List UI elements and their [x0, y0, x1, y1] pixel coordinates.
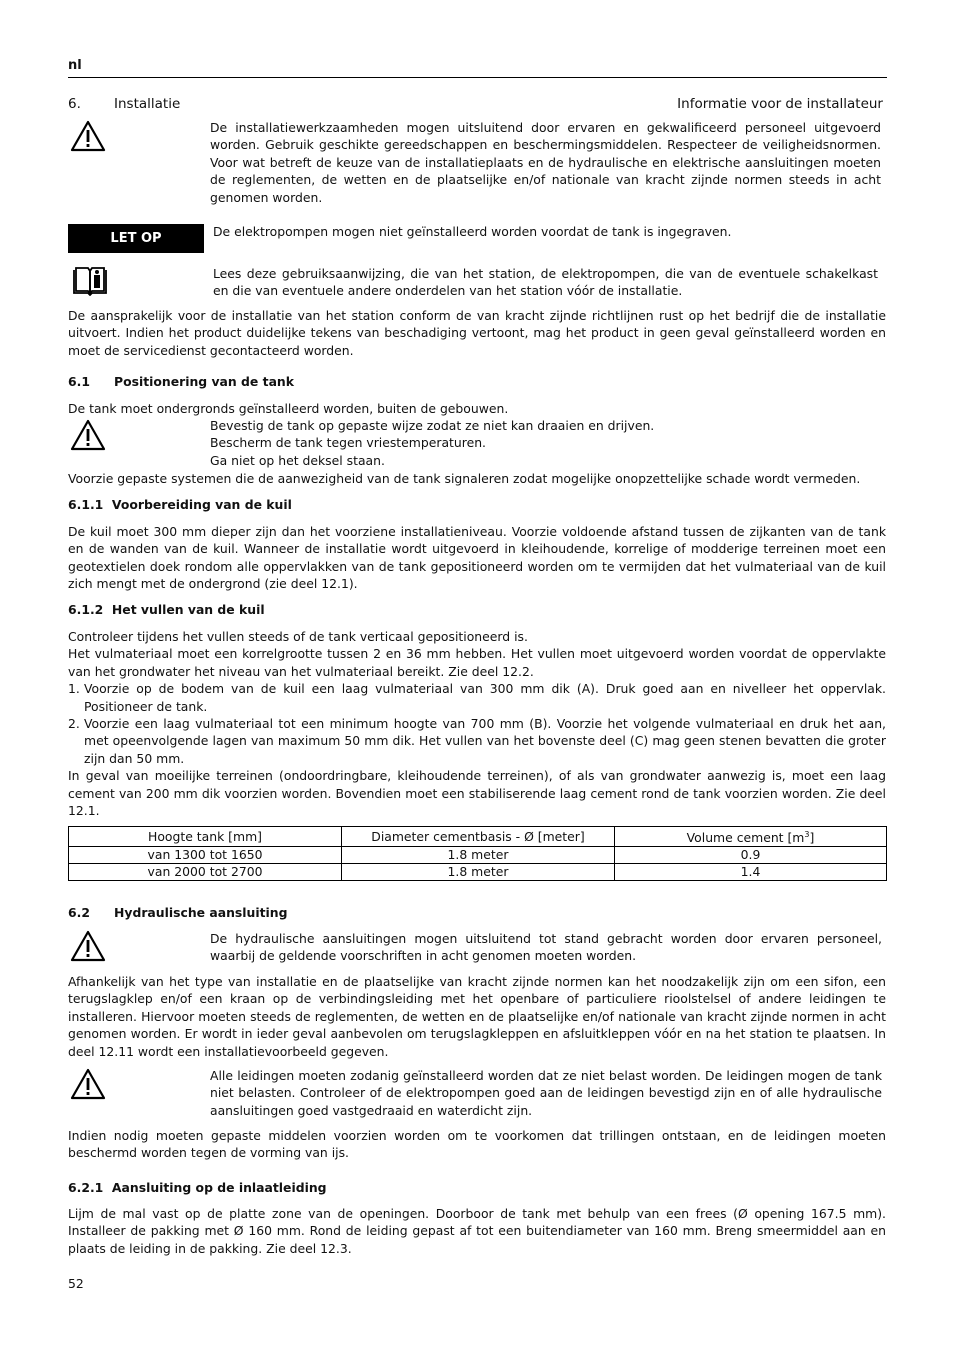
page-number: 52 — [68, 1276, 84, 1291]
pit-filling-steps — [68, 680, 886, 767]
subsection-number: 6.2 — [68, 905, 90, 920]
table-row — [69, 864, 887, 881]
table-header: Volume cement $[m^3]$ — [615, 827, 887, 847]
subsection-heading-6-2-1 — [68, 1180, 327, 1195]
tank-warning-line: Ga niet op het deksel staan. — [210, 452, 385, 468]
subsection-heading-6-1-1 — [68, 497, 292, 512]
subsection-title: Voorbereiding van de kuil — [111, 497, 292, 512]
subsection-number: 6.1.1 — [68, 497, 104, 512]
responsibility-text: De aansprakelijk voor de installatie van het station conform de van kracht zijnde richtlijnen rust op het bedrijf die de installatie uitvoert. Indien het product duidelijke tekens van beschadiging vertoont, mag het product in geen geval geïnstalleerd worden en moet de servicedienst gecontacteerd worden. — [68, 308, 886, 358]
pit-filling-text: Controleer tijdens het vullen steeds of de tank verticaal gepositioneerd is. — [68, 629, 528, 644]
language-code: nl — [68, 58, 82, 73]
warning-icon — [70, 1068, 106, 1100]
tank-warning-line: Bevestig de tank op gepaste wijze zodat ze niet kan draaien en drijven. — [210, 418, 655, 433]
tank-position-text: De tank moet ondergronds geïnstalleerd worden, buiten de gebouwen. — [68, 401, 509, 416]
tank-signal-text: Voorzie gepaste systemen die de aanwezigheid van de tank signaleren zodat mogelijke onopzettelijke schade wordt vermeden. — [68, 471, 861, 486]
hydraulic-warning-text: De hydraulische aansluitingen mogen uitsluitend tot stand gebracht worden door ervaren personeel, waarbij de geldende voorschriften in acht genomen moeten worden. — [210, 931, 882, 964]
list-text: Voorzie een laag vulmateriaal tot een minimum hoogte van 700 mm (B). Voorzie het volgende vulmateriaal en druk het aan, met opeenvolgende lagen van maximum 50 mm dik. Het vullen van het bovenste deel (C) mag geen stenen bevatten die groter zijn dan 50 mm. — [84, 716, 886, 766]
list-text: Voorzie op de bodem van de kuil een laag vulmateriaal van 300 mm dik (A). Druk goed aan en nivelleer het oppervlak. Positioneer de tank. — [84, 681, 886, 714]
table-cell: van 1300 tot 1650 — [69, 847, 342, 864]
table-header-row — [69, 827, 887, 847]
list-number: 1. — [68, 681, 80, 697]
hydraulic-text: Afhankelijk van het type van installatie en de plaatselijke van kracht zijnde normen kan het noodzakelijk zijn om een sifon, een terugslagklep en/of een kraan op de verbindingsleiding met het openbare of particuliere rioolstelsel of andere leidingen te installeren. Hiervoor moeten steeds de reglementen, de wetten en de plaatselijke en/of nationale van kracht zijnde normen in acht genomen worden. Er wordt in ieder geval aanbevolen om terugslagkleppen en afsluitkleppen vóór en na het station te plaatsen. In deel 12.11 wordt een installatievoorbeeld gegeven. — [68, 974, 886, 1059]
tank-warning-list — [210, 417, 880, 469]
subsection-title: Aansluiting op de inlaatleiding — [111, 1180, 327, 1195]
list-item — [68, 680, 886, 715]
table-header: Diameter cementbasis - Ø [meter] — [342, 827, 615, 847]
installation-warning-text: De installatiewerkzaamheden mogen uitsluitend door ervaren en gekwalificeerd personeel uitgevoerd worden. Gebruik geschikte gereedschappen en beschermingsmiddelen. Respecteer de veiligheidsnormen. Voor wat betreft de keuze van de installatieplaats en de hydraulische en elektrische aansluitingen moeten de reglementen, de wetten en de plaatselijke en/of nationale van kracht zijnde normen steeds in acht genomen worden. — [210, 120, 881, 205]
subsection-title: Het vullen van de kuil — [111, 602, 265, 617]
table-cell: 1.4 — [615, 864, 887, 881]
subsection-title: Hydraulische aansluiting — [114, 905, 288, 920]
table-cell: 1.8 meter — [342, 864, 615, 881]
piping-warning-text: Alle leidingen moeten zodanig geïnstalleerd worden dat ze niet belast worden. De leidingen mogen de tank niet belasten. Controleer of de elektropompen goed aan de leidingen bevestigd zijn en of alle hydraulische aansluitingen goed vastgedraaid en waterdicht zijn. — [210, 1068, 882, 1118]
vibration-text: Indien nodig moeten gepaste middelen voorzien worden om te voorkomen dat trillingen ontstaan, en de leidingen moeten beschermd worden tegen de vorming van ijs. — [68, 1128, 886, 1161]
section-title: Installatie — [114, 96, 181, 112]
table-cell: 1.8 meter — [342, 847, 615, 864]
table-cell: van 2000 tot 2700 — [69, 864, 342, 881]
inlet-connection-text: Lijm de mal vast op de platte zone van de openingen. Doorboor de tank met behulp van een frees (Ø opening 167.5 mm). Installeer de pakking met Ø 160 mm. Rond de leiding gepast af tot een buitendiameter van 160 mm. Breng smeermiddel aan en plaats de leiding in de pakking. Zie deel 12.3. — [68, 1206, 886, 1256]
table-cell: 0.9 — [615, 847, 887, 864]
subsection-title: Positionering van de tank — [114, 374, 294, 389]
subsection-heading-6-1-2 — [68, 602, 265, 617]
pit-filling-text: In geval van moeilijke terreinen (ondoordringbare, kleihoudende terreinen), of als van grondwater aanwezig is, moet een laag cement van 200 mm dik voorzien worden. Bovendien moet een stabiliserende laag cement rond de tank voorzien worden. Zie deel 12.1. — [68, 768, 886, 819]
pit-filling-block — [68, 628, 886, 819]
list-item — [68, 715, 886, 767]
section-number: 6. — [68, 96, 81, 112]
warning-icon — [70, 419, 106, 451]
section-audience: Informatie voor de installateur — [677, 96, 883, 112]
tank-warning-line: Bescherm de tank tegen vriestemperaturen. — [210, 435, 486, 451]
read-manual-text: Lees deze gebruiksaanwijzing, die van het station, de elektropompen, die van de eventuele schakelkast en die van eventuele andere onderdelen van het station vóór de installatie. — [213, 266, 878, 299]
subsection-heading-6-2 — [68, 905, 287, 920]
caution-label: LET OP — [68, 224, 204, 253]
list-number: 2. — [68, 716, 80, 732]
cement-table — [68, 826, 887, 881]
pit-filling-text: Het vulmateriaal moet een korrelgrootte tussen 2 en 36 mm hebben. Het vullen moet uitgevoerd worden voordat de oppervlakte van het grondwater het niveau van het vulmateriaal bereikt. Zie deel 12.2. — [68, 646, 886, 679]
subsection-heading-6-1 — [68, 374, 294, 389]
manual-icon — [72, 266, 108, 296]
header-rule — [68, 77, 887, 78]
table-header: Hoogte tank [mm] — [69, 827, 342, 847]
pit-preparation-text: De kuil moet 300 mm dieper zijn dan het voorziene installatieniveau. Voorzie voldoende afstand tussen de zijkanten van de tank en de wanden van de kuil. Wanneer de installatie wordt uitgevoerd in kleihoudende, korrelige of modderige terreinen moet een geotextielen doek rondom alle oppervlakken van de tank gepositioneerd worden om te vermijden dat het vulmateriaal van de kuil zich mengt met de ondergrond (zie deel 12.1). — [68, 524, 886, 592]
subsection-number: 6.1 — [68, 374, 90, 389]
subsection-number: 6.2.1 — [68, 1180, 104, 1195]
subsection-number: 6.1.2 — [68, 602, 104, 617]
warning-icon — [70, 930, 106, 962]
caution-text: De elektropompen mogen niet geïnstalleerd worden voordat de tank is ingegraven. — [213, 224, 732, 239]
warning-icon — [70, 120, 106, 152]
table-row — [69, 847, 887, 864]
